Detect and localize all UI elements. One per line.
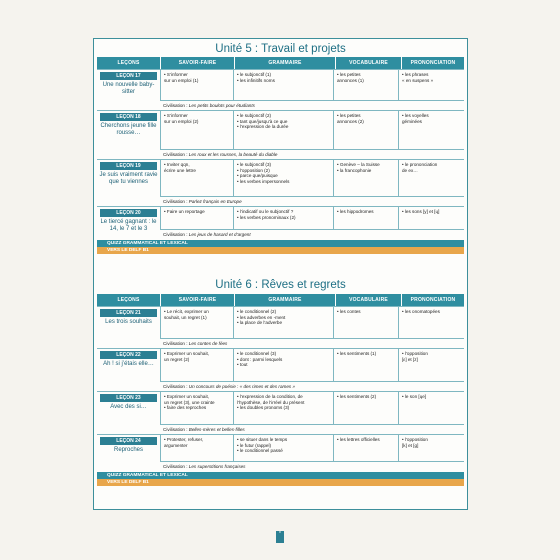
savoir-faire-cell: • Exprimer un souhait, un regret (3), une crainte • faire des reproches <box>161 392 234 424</box>
civilisation-row <box>160 100 464 110</box>
grammaire-cell: • l’indicatif ou le subjonctif ? • les verbes pronominaux (2) <box>234 207 334 229</box>
grammaire-cell: • se situer dans le temps • le futur (rappel) • le conditionnel passé <box>234 435 334 461</box>
lesson-cell <box>97 70 161 100</box>
civilisation-label: Civilisation : <box>163 103 188 108</box>
column-header: VOCABULAIRE <box>336 294 401 306</box>
lesson-row <box>97 159 464 196</box>
lesson-block <box>97 348 464 391</box>
lesson-title: Les trois souhaits <box>105 319 152 325</box>
lesson-row <box>97 206 464 232</box>
lesson-badge: LEÇON 24 <box>100 437 157 445</box>
civilisation-row <box>160 424 464 434</box>
page-number <box>276 531 284 543</box>
lesson-block <box>97 206 464 239</box>
table-header <box>97 57 464 69</box>
lesson-cell <box>97 307 161 338</box>
civilisation-topic: Parlez français en Europe <box>188 199 242 204</box>
quiz-banner <box>97 240 464 254</box>
lesson-badge: LEÇON 19 <box>100 162 157 170</box>
lesson-cell <box>97 111 161 149</box>
lesson-badge: LEÇON 21 <box>100 309 157 317</box>
savoir-faire-cell: • S’informer sur un emploi (1) <box>161 70 234 100</box>
civilisation-topic: Les petits boulots pour étudiants <box>188 103 255 108</box>
vocabulaire-cell: • Genève – la Suisse • la francophonie <box>334 160 399 196</box>
lesson-block <box>97 306 464 348</box>
savoir-faire-cell: • Inviter qqn, écrire une lettre <box>161 160 234 196</box>
civilisation-label: Civilisation : <box>163 384 188 389</box>
civilisation-row <box>160 149 464 159</box>
vocabulaire-cell: • les lettres officielles <box>334 435 399 461</box>
unit5-table <box>97 57 464 254</box>
syllabus-page <box>93 38 468 510</box>
vocabulaire-cell: • les contes <box>334 307 399 338</box>
lesson-badge: LEÇON 22 <box>100 351 157 359</box>
prononciation-cell: • les phrases « en suspens » <box>402 72 434 83</box>
lesson-cell <box>97 392 161 424</box>
civilisation-topic: Les roux et les rousses, la beauté du diable <box>188 152 278 157</box>
column-header: GRAMMAIRE <box>235 57 335 69</box>
civilisation-label: Civilisation : <box>163 199 188 204</box>
civilisation-topic: Les superstitions françaises <box>188 464 246 469</box>
grammaire-cell: • le subjonctif (3) • l’opposition (2) • parce que/puisque • les verbes impersonnels <box>234 160 334 196</box>
quiz-label: QUIZZ GRAMMATICAL ET LEXICAL <box>97 472 464 479</box>
civilisation-row <box>160 381 464 391</box>
lesson-title: Ah ! si j’étais elle… <box>103 361 154 367</box>
savoir-faire-cell: • Faire un reportage <box>161 207 234 229</box>
page-number-value: 8 <box>279 530 281 534</box>
lesson-cell <box>97 435 161 461</box>
lesson-cell <box>97 207 161 232</box>
lesson-title: Cherchons jeune fille rousse… <box>100 123 157 136</box>
prononciation-cell: • le prononciation de ex… <box>402 162 438 173</box>
lesson-row <box>97 306 464 338</box>
prononciation-cell: • les onomatopées <box>402 309 440 314</box>
grammaire-cell: • le conditionnel (3) • dont : parmi lesquels • tout <box>234 349 334 381</box>
civilisation-label: Civilisation : <box>163 427 188 432</box>
vocabulaire-cell: • les petites annonces (2) <box>334 111 399 149</box>
prononciation-cell: • les voyelles géminées <box>402 113 429 124</box>
vocabulaire-cell: • les petites annonces (1) <box>334 70 399 100</box>
vocabulaire-cell: • les sentiments (1) <box>334 349 399 381</box>
delf-label: VERS LE DELF B1 <box>97 247 464 254</box>
lesson-block <box>97 391 464 434</box>
unit6-table <box>97 294 464 486</box>
civilisation-label: Civilisation : <box>163 232 188 237</box>
savoir-faire-cell: • Protester, refuser, argumenter <box>161 435 234 461</box>
savoir-faire-cell: • Exprimer un souhait, un regret (2) <box>161 349 234 381</box>
lesson-title: Le tiercé gagnant : le 14, le 7 et le 3 <box>100 219 157 232</box>
lesson-row <box>97 110 464 149</box>
column-header: SAVOIR-FAIRE <box>161 294 234 306</box>
lesson-title: Reproches <box>113 447 143 453</box>
lesson-title: Une nouvelle baby-sitter <box>102 82 155 95</box>
column-header: VOCABULAIRE <box>336 57 401 69</box>
grammaire-cell: • le conditionnel (2) • les adverbes en -ment • la place de l’adverbe <box>234 307 334 338</box>
civilisation-row <box>160 461 464 471</box>
lesson-badge: LEÇON 17 <box>100 72 157 80</box>
lesson-block <box>97 159 464 206</box>
civilisation-label: Civilisation : <box>163 152 188 157</box>
vocabulaire-cell: • les hippodromes <box>334 207 399 229</box>
grammaire-cell: • le subjonctif (2) • tant que/jusqu’à ce que • l’expression de la durée <box>234 111 334 149</box>
lesson-badge: LEÇON 20 <box>100 209 157 217</box>
vocabulaire-cell: • les sentiments (2) <box>334 392 399 424</box>
quiz-label: QUIZZ GRAMMATICAL ET LEXICAL <box>97 240 464 247</box>
unit6-title: Unité 6 : Rêves et regrets <box>215 279 346 291</box>
savoir-faire-cell: • S’informer sur un emploi (2) <box>161 111 234 149</box>
column-header: GRAMMAIRE <box>235 294 335 306</box>
civilisation-topic: Les contes de fées <box>188 341 228 346</box>
grammaire-cell: • le subjonctif (1) • les infinitifs noms <box>234 70 334 100</box>
civilisation-row <box>160 338 464 348</box>
lesson-row <box>97 434 464 461</box>
grammaire-cell: • l’expression de la condition, de l’hypothèse, de l’irréel du présent • les doubles pronoms (3) <box>234 392 334 424</box>
prononciation-cell: • le son [ɥe] <box>402 394 427 399</box>
civilisation-topic: Belles-mères et belles-filles <box>188 427 245 432</box>
savoir-faire-cell: • Le récit, exprimer un souhait, un regret (1) <box>161 307 234 338</box>
lesson-row <box>97 348 464 381</box>
civilisation-row <box>160 229 464 239</box>
table-header <box>97 294 464 306</box>
lesson-cell <box>97 160 161 196</box>
civilisation-row <box>160 196 464 206</box>
lesson-block <box>97 69 464 110</box>
lesson-block <box>97 110 464 159</box>
prononciation-cell: • l’opposition [k] et [g] <box>402 437 428 448</box>
quiz-banner <box>97 472 464 486</box>
lesson-badge: LEÇON 23 <box>100 394 157 402</box>
column-header: PRONONCIATION <box>402 294 464 306</box>
delf-label: VERS LE DELF B1 <box>97 479 464 486</box>
lesson-row <box>97 69 464 100</box>
column-header: LEÇONS <box>97 57 160 69</box>
prononciation-cell: • l’opposition [ε] et [z] <box>402 351 428 362</box>
lesson-row <box>97 391 464 424</box>
civilisation-label: Civilisation : <box>163 341 188 346</box>
civilisation-topic: Un concours de poésie : « des rimes et des rames » <box>188 384 296 389</box>
column-header: LEÇONS <box>97 294 160 306</box>
lesson-title: Je suis vraiment ravie que tu viennes <box>99 172 158 185</box>
lesson-cell <box>97 349 161 381</box>
civilisation-topic: Les jeux de hasard et d’argent <box>188 232 251 237</box>
unit5-title: Unité 5 : Travail et projets <box>215 43 346 55</box>
column-header: SAVOIR-FAIRE <box>161 57 234 69</box>
column-header: PRONONCIATION <box>402 57 464 69</box>
prononciation-cell: • les sons [y] et [ɥ] <box>402 209 440 214</box>
lesson-title: Avec des si… <box>110 404 147 410</box>
lesson-badge: LEÇON 18 <box>100 113 157 121</box>
civilisation-label: Civilisation : <box>163 464 188 469</box>
lesson-block <box>97 434 464 471</box>
